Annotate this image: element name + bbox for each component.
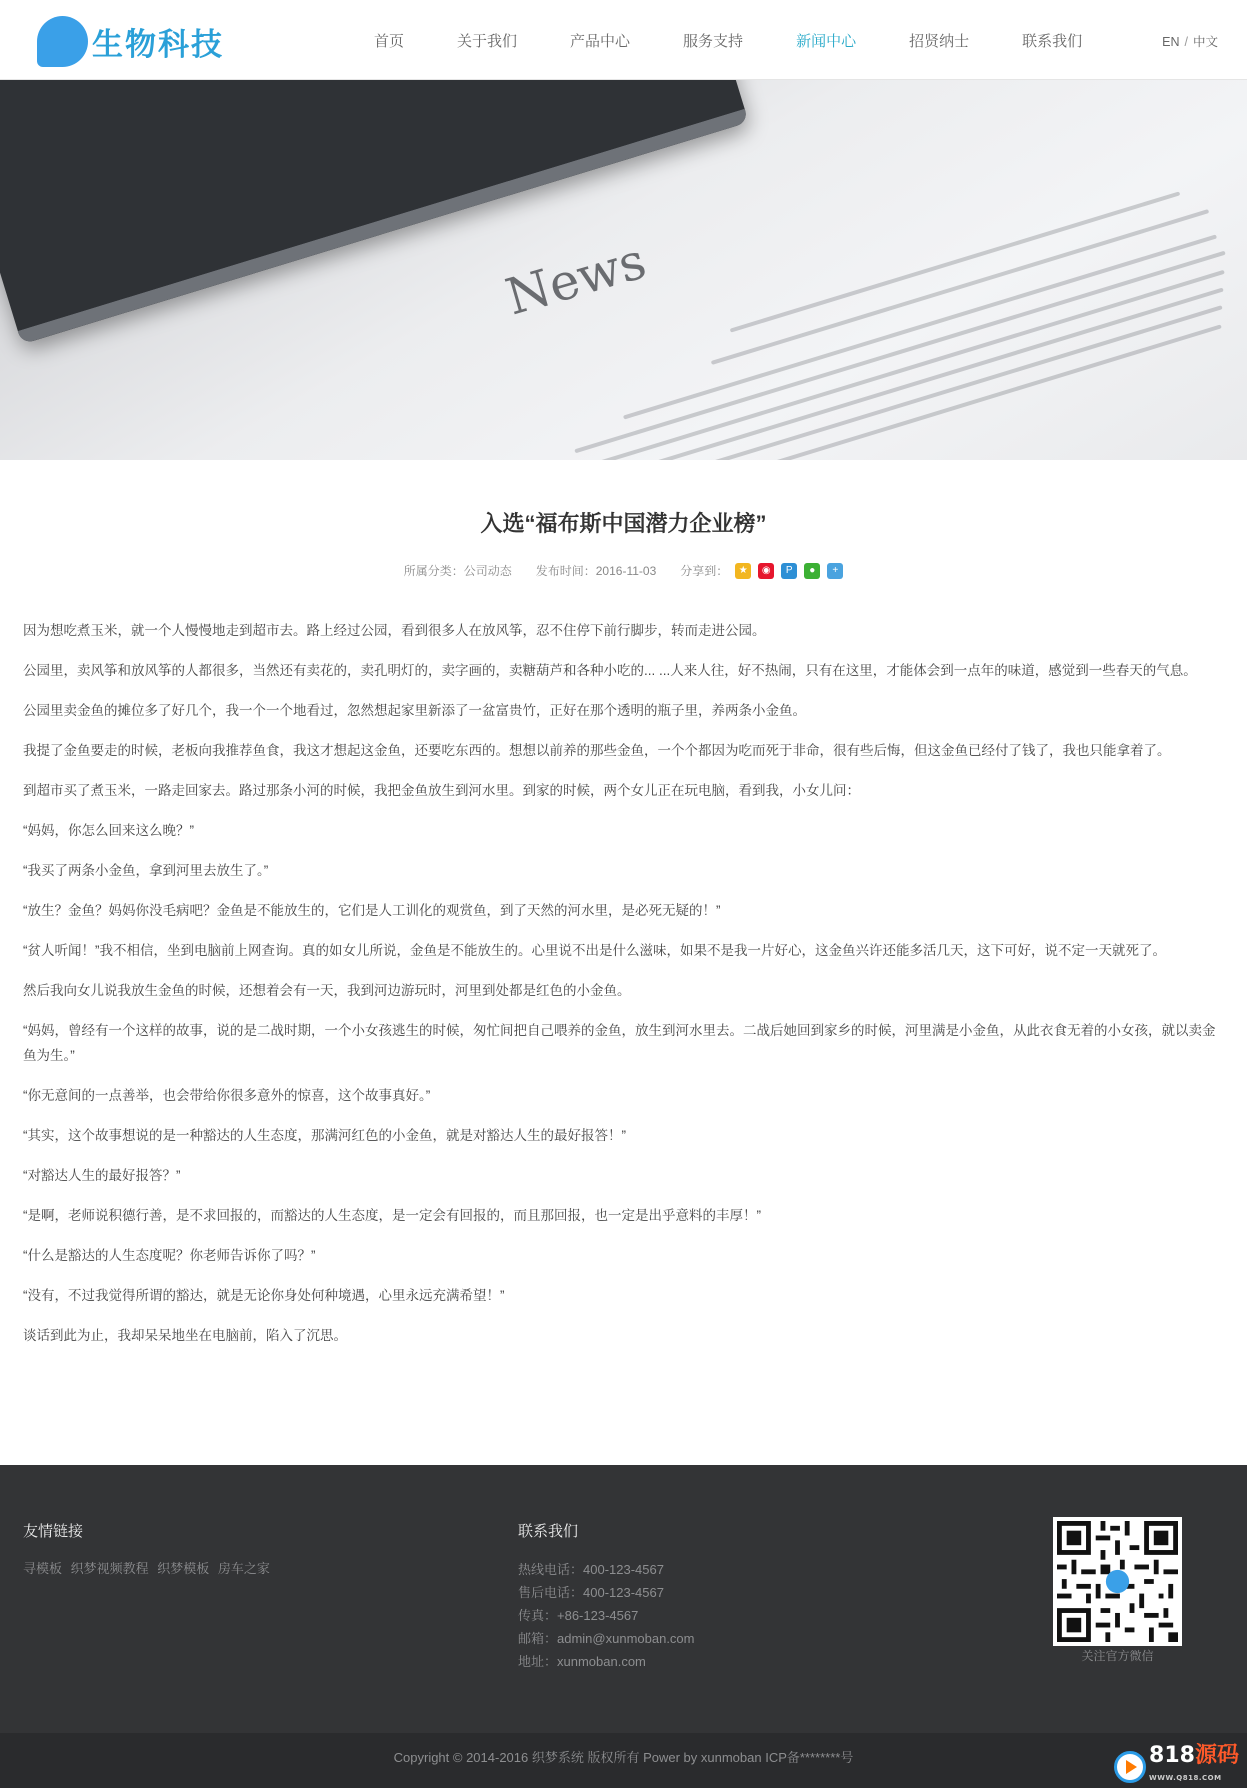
main-nav [374, 0, 1135, 80]
site-footer [0, 1465, 1247, 1733]
watermark-text [1149, 1745, 1239, 1789]
language-switcher [1162, 32, 1218, 50]
lang-en-link[interactable]: EN [1162, 35, 1180, 49]
nav-item-jobs[interactable]: 招贤纳士 [909, 32, 970, 50]
article-paragraph: “对豁达人生的最好报答？” [23, 1168, 181, 1183]
article-paragraph: “我买了两条小金鱼，拿到河里去放生了。” [23, 863, 269, 878]
nav-item-home[interactable]: 首页 [374, 32, 405, 50]
nav-item-about[interactable]: 关于我们 [457, 32, 518, 50]
play-icon [1114, 1751, 1146, 1783]
banner-text-line [623, 234, 1217, 419]
hotline: 热线电话：400-123-4567 [518, 1562, 664, 1577]
watermark-badge [1114, 1745, 1239, 1789]
friend-links [23, 1558, 275, 1577]
watermark-url: WWW.Q818.COM [1149, 1774, 1222, 1782]
friend-link[interactable]: 房车之家 [217, 1561, 270, 1576]
friend-link[interactable]: 织梦模板 [157, 1561, 210, 1576]
watermark-text-a: 818 [1149, 1743, 1195, 1768]
contact-info [518, 1558, 694, 1673]
article-paragraph: 谈话到此为止，我却呆呆地坐在电脑前，陷入了沉思。 [23, 1328, 347, 1343]
watermark-text-b: 源码 [1194, 1743, 1239, 1768]
article-paragraph: 公园里，卖风筝和放风筝的人都很多，当然还有卖花的，卖孔明灯的，卖字画的，卖糖葫芦和各种小吃的... ...人来人往，好不热闹，只有在这里，才能体会到一点年的味道，感觉到一些春天的气息。 [23, 663, 1197, 678]
banner-text-line [730, 191, 1181, 332]
article-paragraph: 公园里卖金鱼的摊位多了好几个，我一个一个地看过，忽然想起家里新添了一盆富贵竹，正好在那个透明的瓶子里，养两条小金鱼。 [23, 703, 806, 718]
friend-link[interactable]: 寻模板 [23, 1561, 63, 1576]
banner-tablet-edge [0, 80, 749, 344]
share-label: 分享到： [680, 564, 729, 578]
article-paragraph: “什么是豁达的人生态度呢？你老师告诉你了吗？” [23, 1248, 316, 1263]
lang-separator: / [1184, 35, 1188, 49]
nav-item-products[interactable]: 产品中心 [570, 32, 631, 50]
site-header [0, 0, 1247, 80]
copyright-text: Copyright © 2014-2016 织梦系统 版权所有 Power by xunmoban ICP备********号 [393, 1750, 854, 1765]
article-title: 入选“福布斯中国潜力企业榜” [480, 511, 767, 536]
logo-text: 生物科技 [92, 26, 224, 63]
article-date: 发布时间：2016-11-03 [535, 564, 657, 578]
article-paragraph: “放生？金鱼？妈妈你没毛病吧？金鱼是不能放生的，它们是人工训化的观赏鱼，到了天然的河水里，是必死无疑的！” [23, 903, 721, 918]
news-banner [0, 80, 1247, 460]
aftersales-phone: 售后电话：400-123-4567 [518, 1585, 664, 1600]
address: 地址：xunmoban.com [518, 1654, 646, 1669]
article-paragraph: 因为想吃煮玉米，就一个人慢慢地走到超市去。路上经过公园，看到很多人在放风筝，忍不住停下前行脚步，转而走进公园。 [23, 623, 766, 638]
friend-link[interactable]: 织梦视频教程 [70, 1561, 149, 1576]
email: 邮箱：admin@xunmoban.com [518, 1631, 695, 1646]
banner-text-line [486, 288, 1224, 460]
article-body [23, 618, 1223, 1363]
article-paragraph: “妈妈，你怎么回来这么晚？” [23, 823, 194, 838]
lang-cn-link[interactable]: 中文 [1192, 35, 1218, 49]
qr-code-icon [1057, 1521, 1178, 1642]
share-bar [680, 562, 843, 579]
article-paragraph: “贫人听闻！”我不相信，坐到电脑前上网查询。真的如女儿所说，金鱼是不能放生的。心里说不出是什么滋味，如果不是我一片好心，这金鱼兴许还能多活几天，这下可好，说不定一天就死了。 [23, 943, 1166, 958]
banner-headline: News [499, 231, 653, 327]
weibo-icon[interactable]: ◉ [758, 563, 774, 579]
article-paragraph: 到超市买了煮玉米，一路走回家去。路过那条小河的时候，我把金鱼放生到河水里。到家的时候，两个女儿正在玩电脑，看到我，小女儿问： [23, 783, 860, 798]
friend-links-title: 友情链接 [23, 1523, 84, 1540]
banner-text-line [711, 209, 1209, 365]
nav-item-news[interactable]: 新闻中心 [796, 32, 857, 50]
qr-caption: 关注官方微信 [1081, 1649, 1154, 1663]
article-category: 所属分类：公司动态 [403, 564, 512, 578]
article-paragraph: “其实，这个故事想说的是一种豁达的人生态度，那满河红色的小金鱼，就是对豁达人生的最好报答！” [23, 1128, 626, 1143]
copyright-bar [0, 1733, 1247, 1788]
pinterest-icon[interactable]: P [781, 563, 797, 579]
wechat-icon[interactable]: ● [804, 563, 820, 579]
wechat-qr-code [1053, 1517, 1182, 1646]
logo-mark-icon [37, 16, 88, 67]
article-paragraph: 然后我向女儿说我放生金鱼的时候，还想着会有一天，我到河边游玩时，河里到处都是红色的小金鱼。 [23, 983, 631, 998]
article-paragraph: “你无意间的一点善举，也会带给你很多意外的惊喜，这个故事真好。” [23, 1088, 431, 1103]
qzone-icon[interactable]: ★ [735, 563, 751, 579]
nav-item-service[interactable]: 服务支持 [683, 32, 744, 50]
site-logo[interactable] [37, 15, 224, 67]
contact-title: 联系我们 [518, 1523, 579, 1540]
article-paragraph: 我提了金鱼要走的时候，老板向我推荐鱼食，我这才想起这金鱼，还要吃东西的。想想以前养的那些金鱼，一个个都因为吃而死于非命，很有些后悔，但这金鱼已经付了钱了，我也只能拿着了。 [23, 743, 1171, 758]
article-paragraph: “没有，不过我觉得所谓的豁达，就是无论你身处何种境遇，心里永远充满希望！” [23, 1288, 505, 1303]
fax: 传真：+86-123-4567 [518, 1608, 639, 1623]
article-meta [0, 562, 1247, 579]
nav-item-contact[interactable]: 联系我们 [1022, 32, 1083, 50]
more-icon[interactable]: + [827, 563, 843, 579]
article-paragraph: “是啊，老师说积德行善，是不求回报的，而豁达的人生态度，是一定会有回报的，而且那回报，也一定是出乎意料的丰厚！” [23, 1208, 761, 1223]
article-paragraph: “妈妈，曾经有一个这样的故事，说的是二战时期，一个小女孩逃生的时候，匆忙间把自己喂养的金鱼，放生到河水里去。二战后她回到家乡的时候，河里满是小金鱼，从此衣食无着的小女孩，就以卖金鱼为生。” [23, 1023, 1216, 1063]
